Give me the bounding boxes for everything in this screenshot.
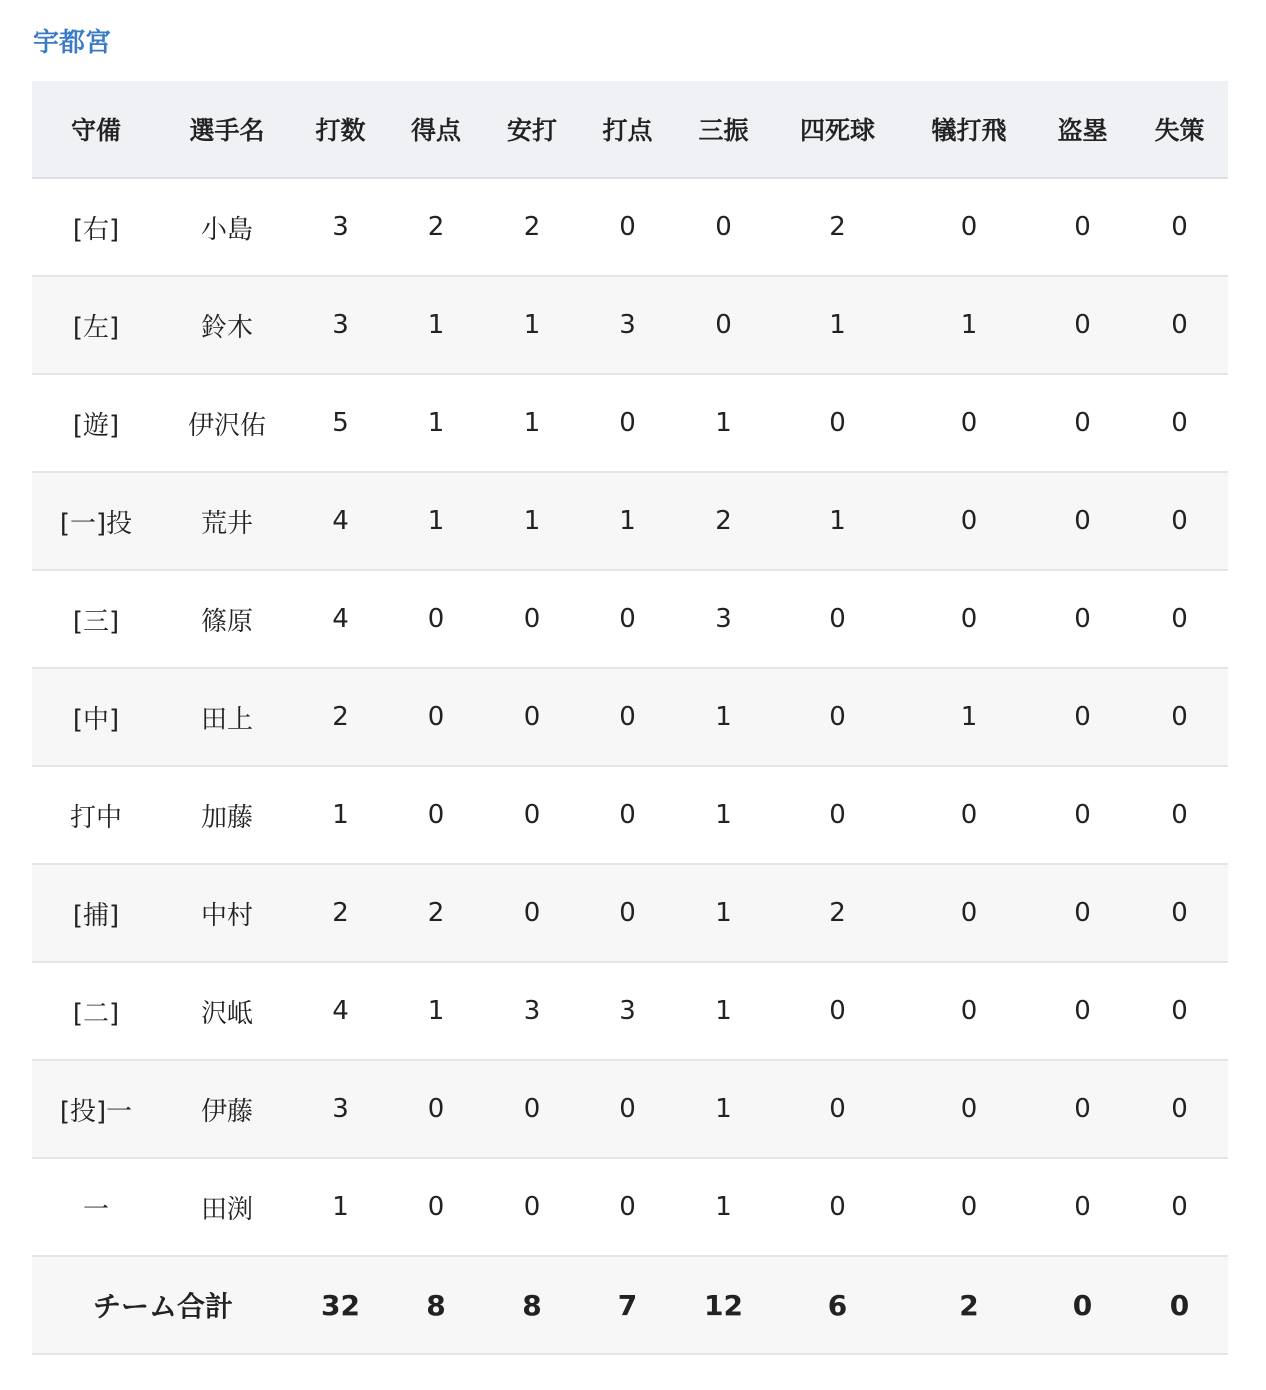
stat-hits: 0 — [485, 1060, 579, 1158]
player-name: 小島 — [160, 178, 294, 276]
stat-walks: 0 — [771, 570, 904, 668]
stat-hits: 0 — [485, 766, 579, 864]
stat-errors: 0 — [1131, 668, 1228, 766]
stat-walks: 0 — [771, 1060, 904, 1158]
player-name: 篠原 — [160, 570, 294, 668]
stat-runs: 0 — [387, 668, 485, 766]
stat-errors: 0 — [1131, 276, 1228, 374]
player-row — [32, 668, 1228, 766]
stat-stolen-bases: 0 — [1034, 472, 1131, 570]
stat-errors: 0 — [1131, 178, 1228, 276]
stat-rbi: 0 — [579, 374, 676, 472]
player-name: 田渕 — [160, 1158, 294, 1256]
player-position: [遊] — [32, 374, 160, 472]
stat-rbi: 0 — [579, 766, 676, 864]
player-position: 打中 — [32, 766, 160, 864]
stat-hits: 0 — [485, 1158, 579, 1256]
stat-sacrifices: 0 — [904, 766, 1034, 864]
stat-runs: 0 — [387, 570, 485, 668]
stat-strikeouts: 1 — [676, 374, 771, 472]
player-name: 加藤 — [160, 766, 294, 864]
header-sacrifices: 犠打飛 — [904, 81, 1034, 178]
stat-strikeouts: 1 — [676, 1158, 771, 1256]
stat-runs: 2 — [387, 864, 485, 962]
stat-rbi: 1 — [579, 472, 676, 570]
stat-at-bats: 3 — [294, 1060, 387, 1158]
stat-sacrifices: 0 — [904, 1060, 1034, 1158]
stat-hits: 1 — [485, 276, 579, 374]
player-position: [左] — [32, 276, 160, 374]
total-runs: 8 — [387, 1256, 485, 1354]
stat-walks: 1 — [771, 472, 904, 570]
header-player-name: 選手名 — [160, 81, 294, 178]
stat-stolen-bases: 0 — [1034, 1060, 1131, 1158]
player-position: [一]投 — [32, 472, 160, 570]
stat-errors: 0 — [1131, 1158, 1228, 1256]
stat-errors: 0 — [1131, 766, 1228, 864]
stat-errors: 0 — [1131, 374, 1228, 472]
stat-rbi: 0 — [579, 1158, 676, 1256]
stat-sacrifices: 0 — [904, 1158, 1034, 1256]
player-row — [32, 178, 1228, 276]
stat-errors: 0 — [1131, 570, 1228, 668]
player-row — [32, 472, 1228, 570]
player-name: 鈴木 — [160, 276, 294, 374]
stat-strikeouts: 1 — [676, 864, 771, 962]
player-position: [投]一 — [32, 1060, 160, 1158]
team-name: 宇都宮 — [33, 28, 112, 58]
total-at-bats: 32 — [294, 1256, 387, 1354]
header-hits: 安打 — [485, 81, 579, 178]
stat-at-bats: 2 — [294, 864, 387, 962]
stat-rbi: 0 — [579, 178, 676, 276]
stat-sacrifices: 0 — [904, 178, 1034, 276]
header-errors: 失策 — [1131, 81, 1228, 178]
total-stolen-bases: 0 — [1034, 1256, 1131, 1354]
player-row — [32, 374, 1228, 472]
stat-strikeouts: 1 — [676, 1060, 771, 1158]
stat-stolen-bases: 0 — [1034, 178, 1131, 276]
total-sacrifices: 2 — [904, 1256, 1034, 1354]
stat-walks: 0 — [771, 668, 904, 766]
stat-at-bats: 4 — [294, 570, 387, 668]
team-total-row — [32, 1256, 1228, 1354]
total-hits: 8 — [485, 1256, 579, 1354]
stat-hits: 0 — [485, 570, 579, 668]
stat-stolen-bases: 0 — [1034, 766, 1131, 864]
stat-at-bats: 2 — [294, 668, 387, 766]
stat-stolen-bases: 0 — [1034, 668, 1131, 766]
stat-at-bats: 5 — [294, 374, 387, 472]
player-position: [捕] — [32, 864, 160, 962]
stat-stolen-bases: 0 — [1034, 1158, 1131, 1256]
batting-stats-table — [32, 81, 1228, 1355]
stat-strikeouts: 1 — [676, 766, 771, 864]
stat-hits: 2 — [485, 178, 579, 276]
player-name: 沢岻 — [160, 962, 294, 1060]
stat-walks: 0 — [771, 766, 904, 864]
total-walks: 6 — [771, 1256, 904, 1354]
stat-stolen-bases: 0 — [1034, 962, 1131, 1060]
stat-errors: 0 — [1131, 962, 1228, 1060]
stat-strikeouts: 3 — [676, 570, 771, 668]
stat-walks: 0 — [771, 962, 904, 1060]
stat-errors: 0 — [1131, 472, 1228, 570]
stat-runs: 1 — [387, 962, 485, 1060]
stat-stolen-bases: 0 — [1034, 276, 1131, 374]
total-strikeouts: 12 — [676, 1256, 771, 1354]
stat-runs: 0 — [387, 1158, 485, 1256]
header-rbi: 打点 — [579, 81, 676, 178]
stat-at-bats: 1 — [294, 766, 387, 864]
stat-sacrifices: 0 — [904, 962, 1034, 1060]
stat-hits: 3 — [485, 962, 579, 1060]
stat-walks: 2 — [771, 864, 904, 962]
stat-strikeouts: 1 — [676, 962, 771, 1060]
player-row — [32, 864, 1228, 962]
stat-runs: 1 — [387, 374, 485, 472]
player-row — [32, 1158, 1228, 1256]
stat-errors: 0 — [1131, 864, 1228, 962]
stat-walks: 0 — [771, 374, 904, 472]
header-at-bats: 打数 — [294, 81, 387, 178]
player-row — [32, 570, 1228, 668]
player-name: 中村 — [160, 864, 294, 962]
stat-strikeouts: 0 — [676, 178, 771, 276]
stat-rbi: 0 — [579, 864, 676, 962]
player-row — [32, 766, 1228, 864]
stat-sacrifices: 0 — [904, 472, 1034, 570]
stat-stolen-bases: 0 — [1034, 864, 1131, 962]
stat-hits: 1 — [485, 472, 579, 570]
header-stolen-bases: 盗塁 — [1034, 81, 1131, 178]
header-strikeouts: 三振 — [676, 81, 771, 178]
stat-runs: 0 — [387, 766, 485, 864]
player-position: 一 — [32, 1158, 160, 1256]
stat-stolen-bases: 0 — [1034, 374, 1131, 472]
stat-stolen-bases: 0 — [1034, 570, 1131, 668]
stat-rbi: 0 — [579, 1060, 676, 1158]
stat-strikeouts: 1 — [676, 668, 771, 766]
player-name: 伊藤 — [160, 1060, 294, 1158]
player-position: [右] — [32, 178, 160, 276]
stat-hits: 1 — [485, 374, 579, 472]
stat-at-bats: 4 — [294, 962, 387, 1060]
stat-walks: 2 — [771, 178, 904, 276]
stat-runs: 1 — [387, 276, 485, 374]
stat-walks: 1 — [771, 276, 904, 374]
stat-sacrifices: 0 — [904, 570, 1034, 668]
header-position: 守備 — [32, 81, 160, 178]
stat-rbi: 3 — [579, 962, 676, 1060]
player-row — [32, 1060, 1228, 1158]
stat-walks: 0 — [771, 1158, 904, 1256]
player-row — [32, 962, 1228, 1060]
header-runs: 得点 — [387, 81, 485, 178]
stat-runs: 1 — [387, 472, 485, 570]
player-name: 荒井 — [160, 472, 294, 570]
player-row — [32, 276, 1228, 374]
player-position: [中] — [32, 668, 160, 766]
stat-strikeouts: 0 — [676, 276, 771, 374]
stat-sacrifices: 1 — [904, 276, 1034, 374]
stat-at-bats: 1 — [294, 1158, 387, 1256]
stat-rbi: 3 — [579, 276, 676, 374]
header-walks: 四死球 — [771, 81, 904, 178]
stat-sacrifices: 1 — [904, 668, 1034, 766]
total-errors: 0 — [1131, 1256, 1228, 1354]
stat-rbi: 0 — [579, 570, 676, 668]
stat-runs: 2 — [387, 178, 485, 276]
stat-sacrifices: 0 — [904, 374, 1034, 472]
total-rbi: 7 — [579, 1256, 676, 1354]
stat-rbi: 0 — [579, 668, 676, 766]
player-name: 伊沢佑 — [160, 374, 294, 472]
team-total-label: チーム合計 — [32, 1256, 294, 1354]
stat-sacrifices: 0 — [904, 864, 1034, 962]
stat-at-bats: 3 — [294, 178, 387, 276]
header-row — [32, 81, 1228, 178]
stat-hits: 0 — [485, 668, 579, 766]
player-position: [二] — [32, 962, 160, 1060]
stat-at-bats: 4 — [294, 472, 387, 570]
player-name: 田上 — [160, 668, 294, 766]
stat-hits: 0 — [485, 864, 579, 962]
player-position: [三] — [32, 570, 160, 668]
stat-runs: 0 — [387, 1060, 485, 1158]
stat-strikeouts: 2 — [676, 472, 771, 570]
stat-at-bats: 3 — [294, 276, 387, 374]
stat-errors: 0 — [1131, 1060, 1228, 1158]
